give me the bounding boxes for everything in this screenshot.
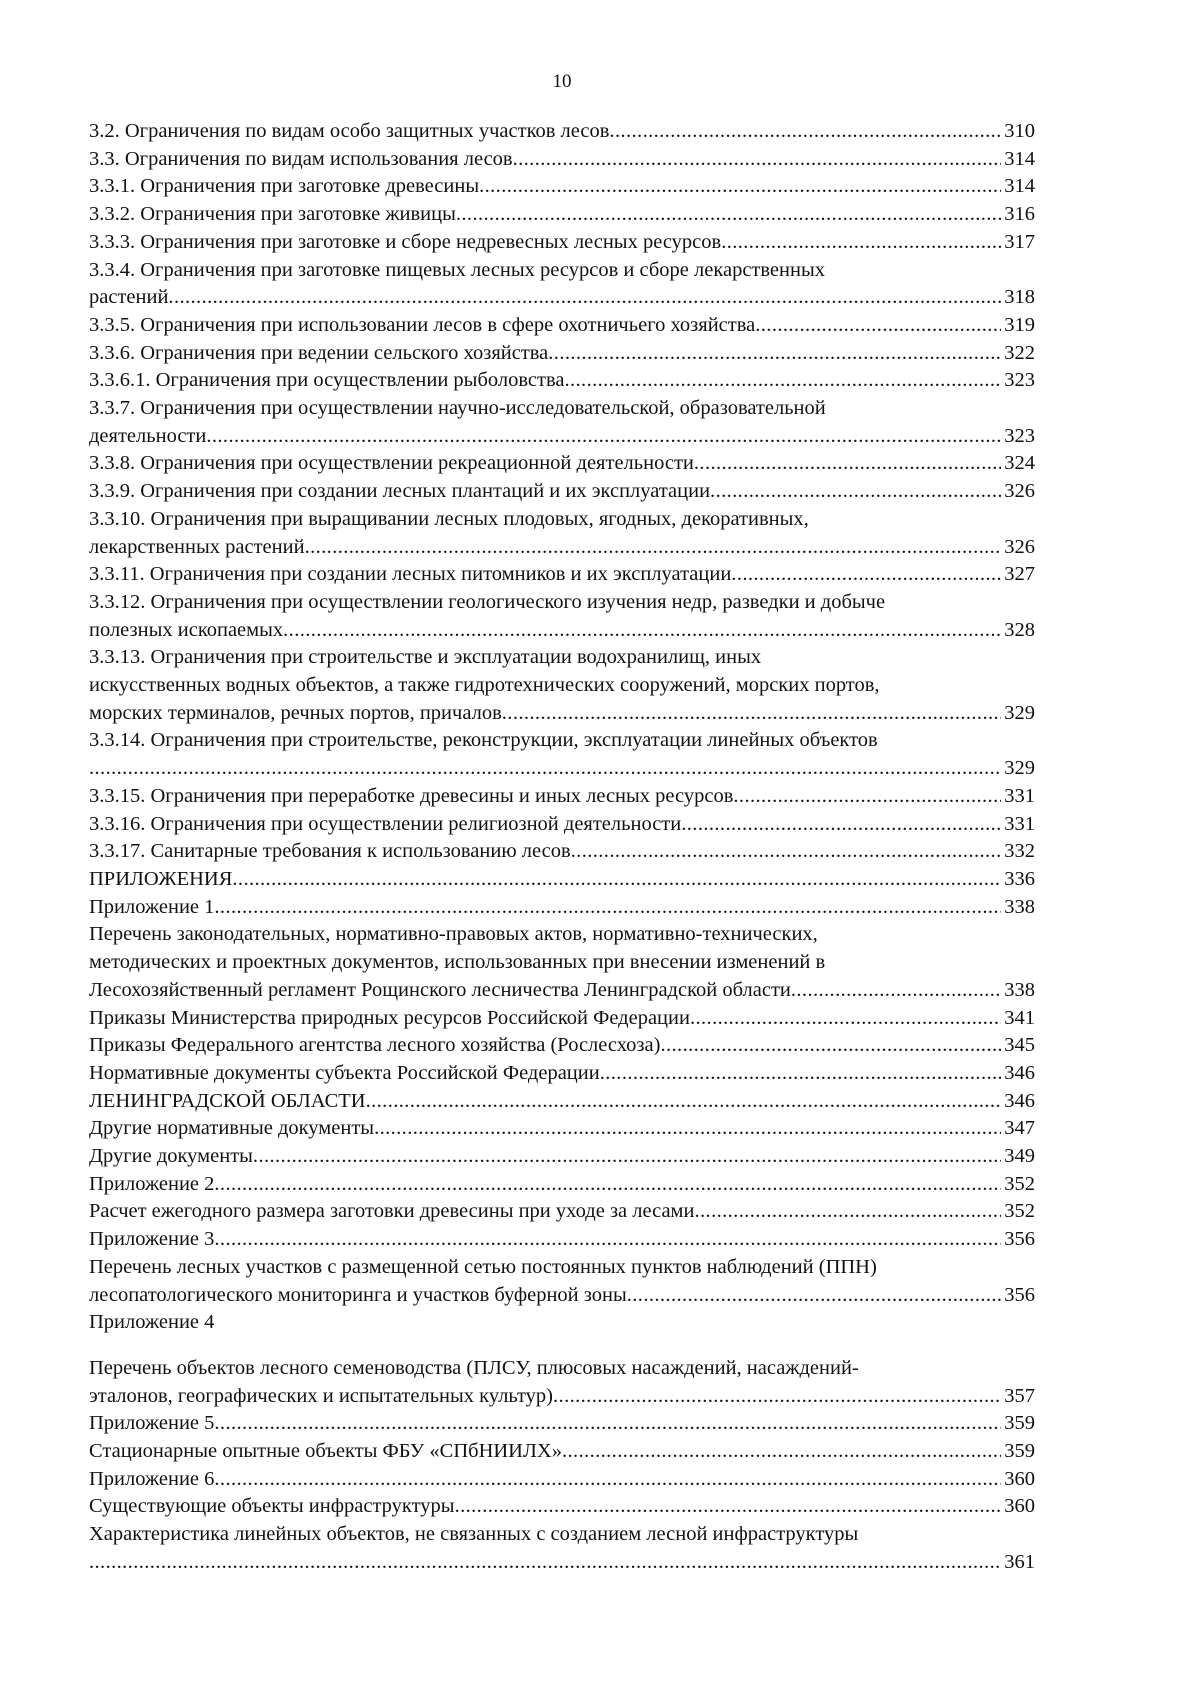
toc-entry-title: Приложение 1	[89, 895, 215, 918]
toc-entry-last-line	[89, 1226, 1035, 1254]
toc-entry-title: Приложение 2	[89, 1172, 215, 1195]
toc-page-number: 317	[1004, 230, 1035, 253]
dot-leader	[89, 755, 1001, 783]
toc-entry-line: Перечень законодательных, нормативно-правовых актов, нормативно-технических,	[89, 923, 818, 946]
dot-leader	[681, 811, 1001, 839]
toc-entry-last-line	[89, 118, 1035, 146]
toc-page-number: 359	[1004, 1440, 1035, 1463]
toc-entry	[89, 1060, 1035, 1088]
toc-entry-title: 3.3.8. Ограничения при осуществлении рекреационной деятельности	[89, 452, 694, 475]
table-of-contents	[89, 118, 1035, 1577]
toc-entry-last-line	[89, 1438, 1035, 1466]
toc-entry	[89, 1521, 1035, 1576]
dot-leader	[513, 146, 1002, 174]
toc-page-number: 318	[1004, 286, 1035, 309]
toc-entry-title: Приказы Министерства природных ресурсов Российской Федерации	[89, 1006, 690, 1029]
toc-page-number: 323	[1004, 424, 1035, 447]
toc-entry	[89, 1198, 1035, 1226]
toc-entry	[89, 201, 1035, 229]
toc-entry-title: 3.3.11. Ограничения при создании лесных питомников и их эксплуатации	[89, 563, 732, 586]
toc-entry-last-line	[89, 450, 1035, 478]
toc-entry	[89, 1171, 1035, 1199]
toc-page-number: 314	[1004, 147, 1035, 170]
toc-entry-title: деятельности	[89, 424, 207, 447]
toc-entry-line: 3.3.14. Ограничения при строительстве, реконструкции, эксплуатации линейных объектов	[89, 729, 878, 752]
toc-page-number: 360	[1004, 1495, 1035, 1518]
toc-entry	[89, 1088, 1035, 1116]
toc-page-number: 332	[1004, 840, 1035, 863]
dot-leader	[548, 340, 1001, 368]
toc-entry-title: полезных ископаемых	[89, 618, 284, 641]
toc-entry-last-line	[89, 1171, 1035, 1199]
dot-leader	[214, 1410, 1001, 1438]
toc-entry-last-line	[89, 1032, 1035, 1060]
toc-entry	[89, 1032, 1035, 1060]
toc-entry	[89, 506, 1035, 561]
toc-page-number: 345	[1004, 1034, 1035, 1057]
toc-entry-last-line	[89, 755, 1035, 783]
dot-leader	[232, 866, 1001, 894]
toc-entry	[89, 866, 1035, 894]
toc-entry-title: 3.3.15. Ограничения при переработке древесины и иных лесных ресурсов	[89, 784, 734, 807]
toc-entry-title: 3.3.17. Санитарные требования к использованию лесов	[89, 840, 571, 863]
toc-entry-title: эталонов, географических и испытательных культур)	[89, 1384, 554, 1407]
toc-entry-last-line	[89, 1493, 1035, 1521]
toc-entry-last-line	[89, 173, 1035, 201]
toc-entry	[89, 257, 1035, 312]
toc-entry-title: 3.2. Ограничения по видам особо защитных участков лесов	[89, 120, 610, 142]
toc-entry-title: Приложение 3	[89, 1228, 215, 1251]
toc-entry	[89, 173, 1035, 201]
dot-leader	[479, 173, 1001, 201]
toc-entry-last-line	[89, 1309, 1035, 1337]
dot-leader	[733, 783, 1001, 811]
toc-page-number: 329	[1004, 757, 1035, 780]
toc-entry-last-line	[89, 977, 1035, 1005]
dot-leader	[366, 1088, 1002, 1116]
dot-leader	[755, 312, 1001, 340]
dot-leader	[731, 561, 1001, 589]
toc-page-number: 328	[1004, 618, 1035, 641]
toc-entry-last-line	[89, 783, 1035, 811]
toc-page-number: 314	[1004, 175, 1035, 198]
toc-entry-line: 3.3.10. Ограничения при выращивании лесных плодовых, ягодных, декоративных,	[89, 507, 809, 530]
toc-page-number: 338	[1004, 978, 1035, 1001]
toc-page-number: 356	[1004, 1283, 1035, 1306]
toc-entry-last-line	[89, 1410, 1035, 1438]
dot-leader	[305, 534, 1002, 562]
toc-entry-last-line	[89, 1005, 1035, 1033]
toc-entry-title: Приложение 4	[89, 1311, 215, 1334]
toc-entry	[89, 1466, 1035, 1494]
toc-entry-title: 3.3.6.1. Ограничения при осуществлении рыболовства	[89, 369, 565, 392]
toc-entry-title: ЛЕНИНГРАДСКОЙ ОБЛАСТИ	[89, 1089, 366, 1112]
toc-page-number: 352	[1004, 1200, 1035, 1223]
toc-page-number: 359	[1004, 1412, 1035, 1435]
toc-entry-title: 3.3.3. Ограничения при заготовке и сборе недревесных лесных ресурсов	[89, 230, 722, 253]
toc-entry	[89, 1309, 1035, 1337]
toc-entry-line: Перечень объектов лесного семеноводства (ПЛСУ, плюсовых насаждений, насаждений-	[89, 1356, 859, 1379]
toc-entry	[89, 589, 1035, 644]
dot-leader	[214, 1171, 1001, 1199]
toc-entry-last-line	[89, 201, 1035, 229]
toc-page-number: 326	[1004, 480, 1035, 503]
toc-entry-last-line	[89, 1115, 1035, 1143]
toc-entry-last-line	[89, 229, 1035, 257]
toc-page-number: 326	[1004, 535, 1035, 558]
dot-leader	[627, 1282, 1002, 1310]
toc-entry-title: Существующие объекты инфраструктуры	[89, 1495, 455, 1518]
toc-entry-last-line	[89, 423, 1035, 451]
toc-entry	[89, 644, 1035, 727]
toc-page-number: 336	[1004, 867, 1035, 890]
toc-entry-title: 3.3.6. Ограничения при ведении сельского хозяйства	[89, 341, 549, 364]
toc-entry-line: 3.3.13. Ограничения при строительстве и эксплуатации водохранилищ, иных	[89, 646, 762, 669]
dot-leader	[571, 838, 1002, 866]
toc-entry-title: лесопатологического мониторинга и участков буферной зоны	[89, 1283, 627, 1306]
toc-entry-last-line	[89, 1549, 1035, 1577]
toc-entry	[89, 478, 1035, 506]
toc-entry	[89, 367, 1035, 395]
toc-entry	[89, 1005, 1035, 1033]
toc-page-number: 329	[1004, 701, 1035, 724]
toc-page-number: 346	[1004, 1089, 1035, 1112]
toc-entry-last-line	[89, 838, 1035, 866]
toc-entry-last-line	[89, 894, 1035, 922]
toc-entry-title: 3.3.1. Ограничения при заготовке древесины	[89, 175, 480, 198]
toc-page-number: 324	[1004, 452, 1035, 475]
dot-leader	[214, 1226, 1001, 1254]
dot-leader	[214, 1466, 1001, 1494]
toc-entry-last-line	[89, 284, 1035, 312]
dot-leader	[214, 894, 1001, 922]
toc-entry-title: 3.3.16. Ограничения при осуществлении религиозной деятельности	[89, 812, 682, 835]
toc-entry	[89, 894, 1035, 922]
dot-leader	[553, 1383, 1001, 1411]
toc-entry-title: 3.3. Ограничения по видам использования лесов	[89, 147, 513, 170]
toc-page-number: 316	[1004, 203, 1035, 226]
dot-leader	[455, 1493, 1002, 1521]
toc-entry-line: 3.3.12. Ограничения при осуществлении геологического изучения недр, разведки и добыче	[89, 590, 886, 613]
toc-entry-title: растений	[89, 286, 169, 309]
toc-entry	[89, 395, 1035, 450]
toc-page-number: 357	[1004, 1384, 1035, 1407]
toc-entry-last-line	[89, 146, 1035, 174]
toc-entry-last-line	[89, 1198, 1035, 1226]
toc-entry-last-line	[89, 1143, 1035, 1171]
dot-leader	[791, 977, 1001, 1005]
toc-entry-last-line	[89, 700, 1035, 728]
toc-page-number: 356	[1004, 1228, 1035, 1251]
toc-entry-last-line	[89, 811, 1035, 839]
toc-page-number: 361	[1004, 1550, 1035, 1573]
toc-entry	[89, 811, 1035, 839]
toc-entry-last-line	[89, 1383, 1035, 1411]
toc-entry-line: Перечень лесных участков с размещенной сетью постоянных пунктов наблюдений (ППН)	[89, 1255, 877, 1278]
toc-entry	[89, 1410, 1035, 1438]
toc-entry-title: морских терминалов, речных портов, причалов	[89, 701, 502, 724]
toc-entry-title: Стационарные опытные объекты ФБУ «СПбНИИЛХ»	[89, 1440, 562, 1463]
toc-page-number: 323	[1004, 369, 1035, 392]
toc-entry-line: 3.3.4. Ограничения при заготовке пищевых лесных ресурсов и сборе лекарственных	[89, 258, 825, 281]
dot-leader	[609, 118, 1001, 146]
toc-entry	[89, 1115, 1035, 1143]
toc-entry-last-line	[89, 561, 1035, 589]
toc-entry	[89, 340, 1035, 368]
toc-entry-title: Приложение 6	[89, 1467, 215, 1490]
toc-page-number: 331	[1004, 812, 1035, 835]
toc-entry-title: Лесохозяйственный регламент Рощинского лесничества Ленинградской области	[89, 978, 791, 1001]
toc-entry-line: искусственных водных объектов, а также гидротехнических сооружений, морских портов,	[89, 674, 880, 697]
toc-entry-title: лекарственных растений	[89, 535, 305, 558]
dot-leader	[562, 1438, 1001, 1466]
toc-entry-last-line	[89, 1088, 1035, 1116]
toc-page-number: 331	[1004, 784, 1035, 807]
toc-entry-title: Приказы Федерального агентства лесного хозяйства (Рослесхоза)	[89, 1034, 661, 1057]
toc-page-number: 338	[1004, 895, 1035, 918]
dot-leader	[89, 1549, 1001, 1577]
toc-entry-last-line	[89, 1282, 1035, 1310]
toc-page-number: 349	[1004, 1145, 1035, 1168]
toc-entry	[89, 450, 1035, 478]
toc-entry-last-line	[89, 367, 1035, 395]
toc-entry-title: Нормативные документы субъекта Российской Федерации	[89, 1061, 600, 1084]
dot-leader	[502, 700, 1001, 728]
toc-entry-title: 3.3.9. Ограничения при создании лесных плантаций и их эксплуатации	[89, 480, 711, 503]
toc-entry	[89, 229, 1035, 257]
toc-entry	[89, 783, 1035, 811]
toc-page-number: 346	[1004, 1061, 1035, 1084]
toc-page-number: 322	[1004, 341, 1035, 364]
toc-entry-title: 3.3.5. Ограничения при использовании лесов в сфере охотничьего хозяйства	[89, 313, 756, 336]
toc-page-number: 352	[1004, 1172, 1035, 1195]
toc-entry	[89, 1493, 1035, 1521]
toc-entry	[89, 838, 1035, 866]
toc-entry-last-line	[89, 1060, 1035, 1088]
toc-entry-last-line	[89, 866, 1035, 894]
toc-page-number: 347	[1004, 1117, 1035, 1140]
dot-leader	[695, 1198, 1002, 1226]
toc-entry	[89, 1143, 1035, 1171]
toc-entry-title: Расчет ежегодного размера заготовки древесины при уходе за лесами	[89, 1200, 695, 1223]
toc-entry-last-line	[89, 534, 1035, 562]
toc-page-number: 310	[1004, 120, 1035, 142]
dot-leader	[456, 201, 1001, 229]
toc-entry	[89, 561, 1035, 589]
page-number: 10	[552, 71, 572, 92]
toc-entry	[89, 146, 1035, 174]
toc-entry-last-line	[89, 340, 1035, 368]
dot-leader	[694, 450, 1001, 478]
toc-entry-title: Другие нормативные документы	[89, 1117, 375, 1140]
toc-entry-line: Характеристика линейных объектов, не связанных с созданием лесной инфраструктуры	[89, 1523, 859, 1546]
toc-entry-last-line	[89, 478, 1035, 506]
toc-entry-title: Приложение 5	[89, 1412, 215, 1435]
toc-page-number: 319	[1004, 313, 1035, 336]
toc-entry	[89, 1438, 1035, 1466]
toc-entry	[89, 312, 1035, 340]
dot-leader	[253, 1143, 1001, 1171]
dot-leader	[283, 617, 1001, 645]
toc-entry	[89, 1254, 1035, 1309]
toc-page-number: 341	[1004, 1006, 1035, 1029]
toc-entry-title: Другие документы	[89, 1145, 253, 1168]
toc-entry	[89, 921, 1035, 1004]
dot-leader	[206, 423, 1001, 451]
dot-leader	[374, 1115, 1001, 1143]
dot-leader	[600, 1060, 1002, 1088]
toc-entry	[89, 118, 1035, 146]
toc-entry-last-line	[89, 312, 1035, 340]
toc-page-number: 327	[1004, 563, 1035, 586]
toc-entry-line: методических и проектных документов, использованных при внесении изменений в	[89, 951, 826, 974]
dot-leader	[721, 229, 1001, 257]
toc-entry-title: ПРИЛОЖЕНИЯ	[89, 867, 233, 890]
dot-leader	[710, 478, 1001, 506]
dot-leader	[690, 1005, 1001, 1033]
dot-leader	[564, 367, 1001, 395]
dot-leader	[168, 284, 1001, 312]
toc-entry	[89, 1226, 1035, 1254]
toc-page-number: 360	[1004, 1467, 1035, 1490]
toc-entry-last-line	[89, 617, 1035, 645]
dot-leader	[660, 1032, 1001, 1060]
toc-entry-last-line	[89, 1466, 1035, 1494]
toc-entry	[89, 1355, 1035, 1410]
toc-entry-line: 3.3.7. Ограничения при осуществлении научно-исследовательской, образовательной	[89, 397, 826, 420]
toc-entry	[89, 727, 1035, 782]
toc-entry-title: 3.3.2. Ограничения при заготовке живицы	[89, 203, 456, 226]
